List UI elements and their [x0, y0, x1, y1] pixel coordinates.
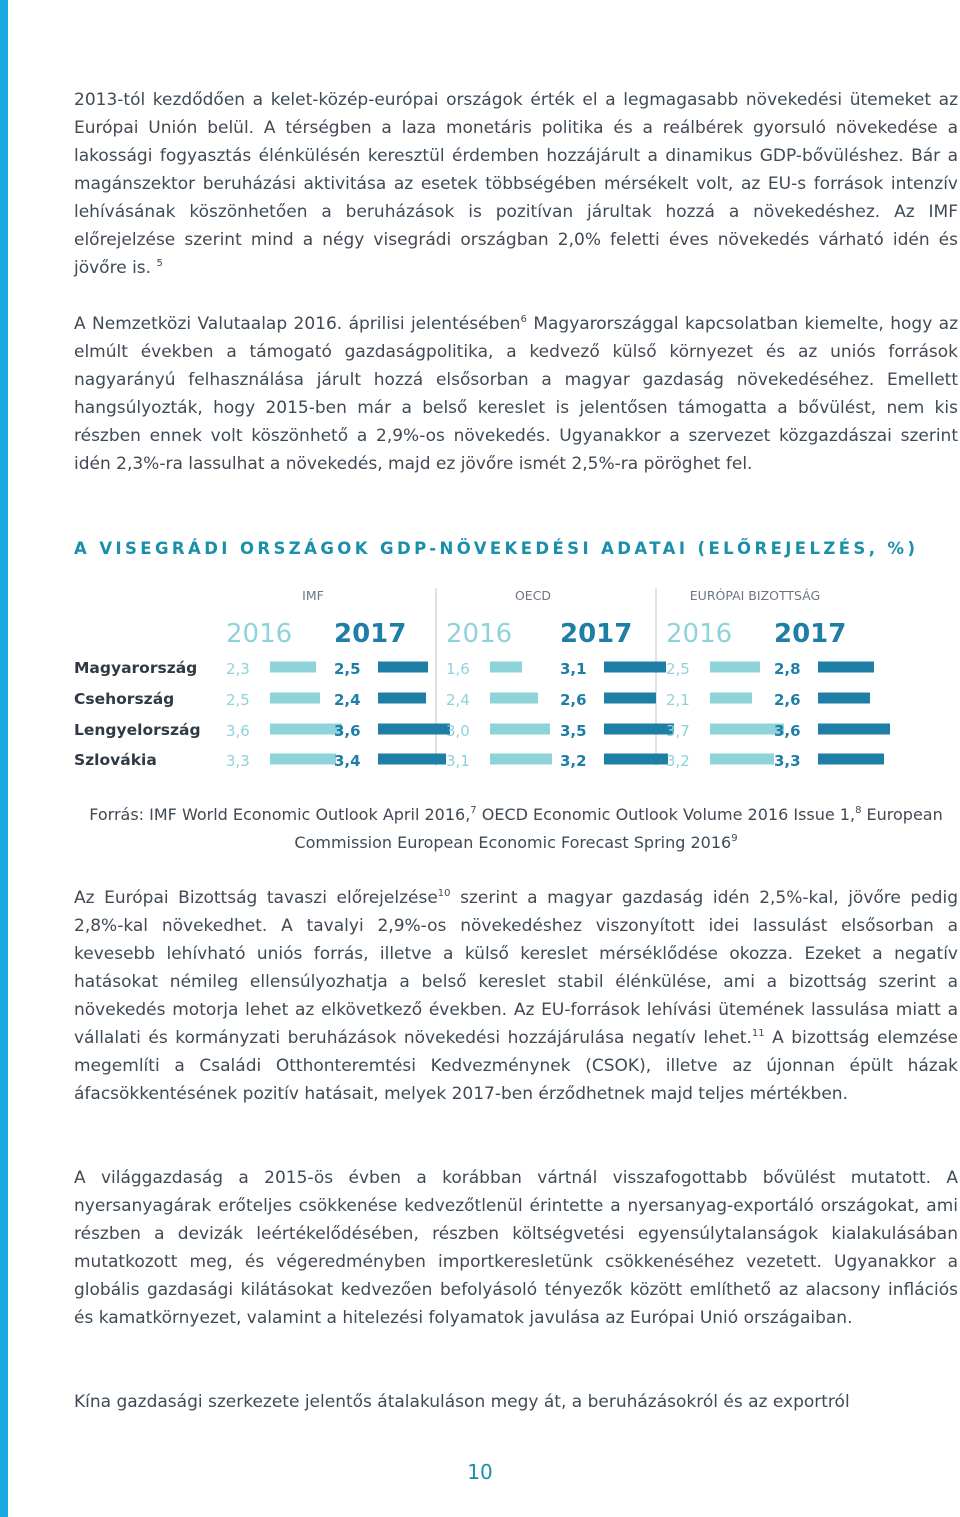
bar	[710, 724, 784, 735]
data-label: 1,6	[446, 660, 470, 678]
bar	[818, 724, 890, 735]
chart-title: A VISEGRÁDI ORSZÁGOK GDP-NÖVEKEDÉSI ADATAI (ELŐREJELZÉS, %)	[74, 539, 919, 558]
bar	[270, 724, 342, 735]
paragraph-2	[74, 310, 958, 478]
data-label: 3,6	[774, 722, 801, 740]
year-header: 2017	[774, 619, 847, 649]
bar	[270, 662, 316, 673]
data-label: 2,4	[334, 691, 361, 709]
data-label: 2,4	[446, 691, 470, 709]
paragraph-4: A világgazdaság a 2015-ös évben a korábban vártnál visszafogottabb bővülést mutatott. A nyersanyagárak erőteljes csökkenése kedvezőtlenül érintette a nyersanyag-exportáló országokat, ami részben a devizák leértékelődésében, részben költségvetési egyensúlytalanságok kialakulásában mutatkozott meg, és végeredményben importkeresletünk csökkenéséhez vezetett. Ugyanakkor a globális gazdasági kilátásokat kedvezően befolyásoló tényezők között említhető az alacsony inflációs és kamatkörnyezet, valamint a hitelezési folyamatok javulása az Európai Unió országaiban.	[74, 1168, 958, 1328]
paragraph-3-text-a: Az Európai Bizottság tavaszi előrejelzése	[74, 888, 438, 908]
bar	[270, 693, 320, 704]
year-header: 2016	[226, 619, 293, 649]
group-label: OECD	[514, 588, 552, 603]
data-label: 3,3	[226, 752, 250, 770]
source-text-c: European Commission European Economic Forecast Spring 2016	[294, 805, 943, 852]
year-header: 2016	[666, 619, 733, 649]
category-label: Magyarország	[74, 659, 198, 677]
chart-source	[74, 801, 958, 857]
bar	[604, 662, 666, 673]
data-label: 3,1	[560, 660, 587, 678]
source-text-b: OECD Economic Outlook Volume 2016 Issue 1,	[476, 805, 856, 824]
data-label: 2,8	[774, 660, 801, 678]
year-header: 2017	[334, 619, 407, 649]
data-label: 3,6	[226, 722, 250, 740]
bar	[378, 724, 450, 735]
paragraph-3-text-c: A bizottság elemzése megemlíti a Családi Otthonteremtési Kedvezménynek (CSOK), illetve az újonnan épült házak áfacsökkentésének pozitív hatásait, melyek 2017-ben érződhetnek majd teljes mértékben.	[74, 1028, 958, 1104]
paragraph-1-text: 2013-tól kezdődően a kelet-közép-európai országok érték el a legmagasabb növekedési ütemeket az Európai Unión belül. A térségben a laza monetáris politika és a reálbérek gyorsuló növekedése a lakossági fogyasztás élénkülésén keresztül érdemben hozzájárult a dinamikus GDP-bővüléshez. Bár a magánszektor beruházási aktivitása az esetek többségében mérsékelt volt, az EU-s források intenzív lehívásának köszönhetően a beruházások is pozitívan járultak hozzá a növekedéshez. Az IMF előrejelzése szerint mind a négy visegrádi országban 2,0% feletti éves növekedés várható idén és jövőre is.	[74, 90, 958, 278]
data-label: 3,7	[666, 722, 690, 740]
paragraph-3	[74, 884, 958, 1108]
bar	[378, 693, 426, 704]
paragraph-3-text-b: szerint a magyar gazdaság idén 2,5%-kal, jövőre pedig 2,8%-kal növekedhet. A tavalyi 2,9%-os növekedéshez viszonyított idei lassulást elsősorban a kevesebb lehívható uniós forrás, illetve a külső kereslet mérséklődése okozza. Ezeket a negatív hatásokat némileg ellensúlyozhatja a belső kereslet stabil élénkülése, ami a bizottság szerint a növekedés motorja lehet az elkövetkező években. Az EU-források lehívási ütemének lassulása miatt a vállalati és kormányzati beruházások növekedési hozzájárulása negatív lehet.	[74, 888, 958, 1048]
year-header: 2017	[560, 619, 633, 649]
source-text-a: Forrás: IMF World Economic Outlook April 2016,	[89, 805, 471, 824]
data-label: 3,6	[334, 722, 361, 740]
gdp-growth-chart	[0, 576, 960, 776]
bar	[604, 754, 668, 765]
data-label: 3,2	[560, 752, 587, 770]
paragraph-2-text-b: Magyarországgal kapcsolatban kiemelte, hogy az elmúlt években a támogató gazdaságpolitika, a kedvező külső környezet és az uniós források nagyarányú felhasználása járult hozzá elsősorban a magyar gazdaság növekedéséhez. Emellett hangsúlyozták, hogy 2015-ben már a belső kereslet is jelentősen támogatta a bővülést, nem kis részben ennek volt köszönhető a 2,9%-os növekedés. Ugyanakkor a szervezet közgazdászai szerint idén 2,3%-ra lassulhat a növekedés, majd ez jövőre ismét 2,5%-ra pöröghet fel.	[74, 314, 958, 474]
footnote-ref-7: 7	[470, 805, 477, 816]
bar	[818, 693, 870, 704]
group-label: IMF	[302, 588, 324, 603]
data-label: 3,5	[560, 722, 587, 740]
data-label: 2,1	[666, 691, 690, 709]
paragraph-5: Kína gazdasági szerkezete jelentős átalakuláson megy át, a beruházásokról és az exportról	[74, 1392, 850, 1412]
bar	[490, 693, 538, 704]
bar	[490, 662, 522, 673]
data-label: 2,5	[226, 691, 250, 709]
data-label: 3,0	[446, 722, 470, 740]
data-label: 3,4	[334, 752, 361, 770]
footnote-ref-9: 9	[731, 833, 738, 844]
bar	[710, 693, 752, 704]
paragraph-1	[74, 86, 958, 282]
category-label: Szlovákia	[74, 751, 157, 769]
data-label: 2,6	[560, 691, 587, 709]
data-label: 2,5	[666, 660, 690, 678]
footnote-ref-11: 11	[751, 1028, 765, 1039]
page-number: 10	[467, 1460, 493, 1484]
bar	[604, 693, 656, 704]
data-label: 3,2	[666, 752, 690, 770]
bar	[710, 754, 774, 765]
data-label: 3,1	[446, 752, 470, 770]
bar	[818, 754, 884, 765]
data-label: 2,3	[226, 660, 250, 678]
data-label: 2,6	[774, 691, 801, 709]
year-header: 2016	[446, 619, 513, 649]
bar	[490, 724, 550, 735]
data-label: 3,3	[774, 752, 801, 770]
bar	[270, 754, 336, 765]
bar	[604, 724, 674, 735]
bar	[818, 662, 874, 673]
category-label: Lengyelország	[74, 721, 201, 739]
footnote-ref-6: 6	[520, 314, 527, 325]
footnote-ref-5: 5	[156, 258, 163, 269]
footnote-ref-10: 10	[437, 888, 451, 899]
bar	[378, 754, 446, 765]
paragraph-2-text-a: A Nemzetközi Valutaalap 2016. áprilisi jelentésében	[74, 314, 521, 334]
bar	[710, 662, 760, 673]
footnote-ref-8: 8	[855, 805, 862, 816]
bar	[490, 754, 552, 765]
data-label: 2,5	[334, 660, 361, 678]
bar	[378, 662, 428, 673]
category-label: Csehország	[74, 690, 175, 708]
group-label: EURÓPAI BIZOTTSÁG	[689, 588, 821, 603]
